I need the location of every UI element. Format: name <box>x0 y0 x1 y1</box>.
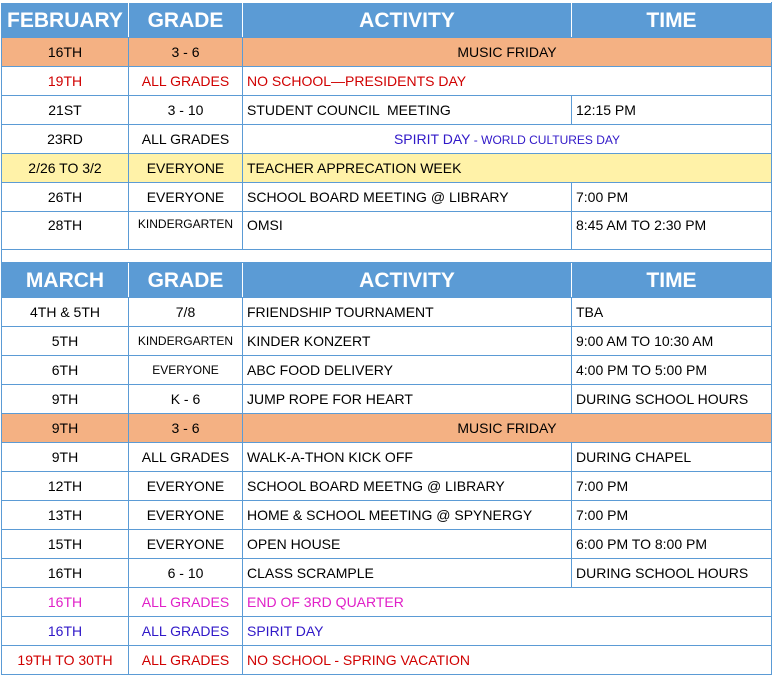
table-row <box>2 530 772 559</box>
activity-cell: OMSI <box>243 212 572 250</box>
activity-cell: JUMP ROPE FOR HEART <box>243 385 572 414</box>
date-cell: 21ST <box>2 96 129 125</box>
date-cell: 6TH <box>2 356 129 385</box>
activity-cell: SPIRIT DAY <box>243 617 772 646</box>
date-cell: 13TH <box>2 501 129 530</box>
grade-cell: KINDERGARTEN <box>129 327 243 356</box>
time-cell: 9:00 AM TO 10:30 AM <box>572 327 772 356</box>
table-row <box>2 67 772 96</box>
february-header-row <box>2 3 772 38</box>
table-row <box>2 96 772 125</box>
date-cell: 28TH <box>2 212 129 250</box>
activity-cell: SCHOOL BOARD MEETNG @ LIBRARY <box>243 472 572 501</box>
month-header: FEBRUARY <box>2 3 129 38</box>
time-cell: DURING CHAPEL <box>572 443 772 472</box>
grade-cell: EVERYONE <box>129 472 243 501</box>
time-cell: 6:00 PM TO 8:00 PM <box>572 530 772 559</box>
grade-cell: 3 - 10 <box>129 96 243 125</box>
activity-cell: ABC FOOD DELIVERY <box>243 356 572 385</box>
date-cell: 9TH <box>2 443 129 472</box>
month-header: MARCH <box>2 263 129 298</box>
date-cell: 26TH <box>2 183 129 212</box>
date-cell: 16TH <box>2 617 129 646</box>
time-cell: 7:00 PM <box>572 183 772 212</box>
activity-cell: END OF 3RD QUARTER <box>243 588 772 617</box>
grade-cell: ALL GRADES <box>129 67 243 96</box>
grade-cell: ALL GRADES <box>129 617 243 646</box>
activity-cell: NO SCHOOL—PRESIDENTS DAY <box>243 67 772 96</box>
table-row <box>2 414 772 443</box>
grade-cell: ALL GRADES <box>129 646 243 675</box>
table-row <box>2 443 772 472</box>
grade-cell: 6 - 10 <box>129 559 243 588</box>
grade-cell: 3 - 6 <box>129 38 243 67</box>
table-row <box>2 38 772 67</box>
date-cell: 19TH <box>2 67 129 96</box>
time-cell: 8:45 AM TO 2:30 PM <box>572 212 772 250</box>
activity-cell: SCHOOL BOARD MEETING @ LIBRARY <box>243 183 572 212</box>
date-cell: 19TH TO 30TH <box>2 646 129 675</box>
table-row <box>2 617 772 646</box>
activity-cell <box>243 125 772 154</box>
grade-cell: KINDERGARTEN <box>129 212 243 250</box>
spirit-day-subtitle: - WORLD CULTURES DAY <box>470 133 621 147</box>
march-header-row <box>2 263 772 298</box>
date-cell: 2/26 TO 3/2 <box>2 154 129 183</box>
grade-cell: K - 6 <box>129 385 243 414</box>
grade-header: GRADE <box>129 263 243 298</box>
section-spacer <box>2 250 772 263</box>
activity-cell: STUDENT COUNCIL MEETING <box>243 96 572 125</box>
table-row <box>2 154 772 183</box>
date-cell: 16TH <box>2 559 129 588</box>
grade-cell: EVERYONE <box>129 501 243 530</box>
activity-cell: TEACHER APPRECATION WEEK <box>243 154 772 183</box>
time-cell: 7:00 PM <box>572 501 772 530</box>
time-cell: 7:00 PM <box>572 472 772 501</box>
date-cell: 23RD <box>2 125 129 154</box>
table-row <box>2 646 772 675</box>
activity-cell: MUSIC FRIDAY <box>243 414 772 443</box>
activity-cell: CLASS SCRAMPLE <box>243 559 572 588</box>
table-row <box>2 472 772 501</box>
time-header: TIME <box>572 263 772 298</box>
grade-header: GRADE <box>129 3 243 38</box>
table-row <box>2 385 772 414</box>
activity-cell: FRIENDSHIP TOURNAMENT <box>243 298 572 327</box>
table-row <box>2 588 772 617</box>
table-row <box>2 183 772 212</box>
date-cell: 9TH <box>2 414 129 443</box>
activity-cell: HOME & SCHOOL MEETING @ SPYNERGY <box>243 501 572 530</box>
activity-cell: NO SCHOOL - SPRING VACATION <box>243 646 772 675</box>
spirit-day-label: SPIRIT DAY <box>393 131 471 147</box>
grade-cell: EVERYONE <box>129 183 243 212</box>
grade-cell: ALL GRADES <box>129 125 243 154</box>
table-row <box>2 327 772 356</box>
grade-cell: 3 - 6 <box>129 414 243 443</box>
date-cell: 12TH <box>2 472 129 501</box>
grade-cell: 7/8 <box>129 298 243 327</box>
time-cell: 4:00 PM TO 5:00 PM <box>572 356 772 385</box>
table-row <box>2 501 772 530</box>
activity-cell: MUSIC FRIDAY <box>243 38 772 67</box>
table-row <box>2 125 772 154</box>
activity-cell: OPEN HOUSE <box>243 530 572 559</box>
date-cell: 4TH & 5TH <box>2 298 129 327</box>
grade-cell: EVERYONE <box>129 356 243 385</box>
activity-header: ACTIVITY <box>243 3 572 38</box>
time-cell: DURING SCHOOL HOURS <box>572 559 772 588</box>
date-cell: 16TH <box>2 588 129 617</box>
table-row <box>2 559 772 588</box>
grade-cell: ALL GRADES <box>129 588 243 617</box>
activity-header: ACTIVITY <box>243 263 572 298</box>
activity-cell: KINDER KONZERT <box>243 327 572 356</box>
time-cell: DURING SCHOOL HOURS <box>572 385 772 414</box>
time-header: TIME <box>572 3 772 38</box>
time-cell: 12:15 PM <box>572 96 772 125</box>
date-cell: 9TH <box>2 385 129 414</box>
table-row <box>2 298 772 327</box>
grade-cell: ALL GRADES <box>129 443 243 472</box>
time-cell: TBA <box>572 298 772 327</box>
date-cell: 15TH <box>2 530 129 559</box>
grade-cell: EVERYONE <box>129 154 243 183</box>
activity-cell: WALK-A-THON KICK OFF <box>243 443 572 472</box>
table-row <box>2 212 772 250</box>
calendar-table <box>1 2 772 675</box>
date-cell: 5TH <box>2 327 129 356</box>
table-row <box>2 356 772 385</box>
grade-cell: EVERYONE <box>129 530 243 559</box>
date-cell: 16TH <box>2 38 129 67</box>
